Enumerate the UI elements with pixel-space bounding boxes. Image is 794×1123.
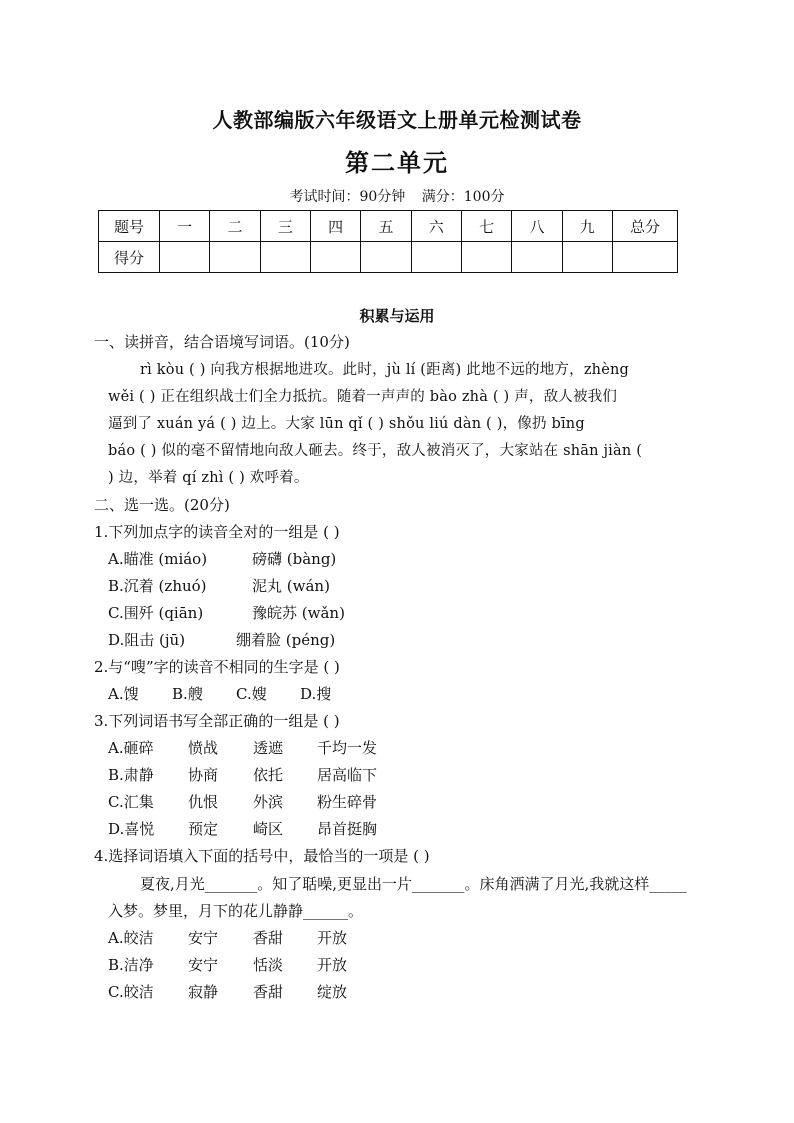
score-input-cell[interactable]: [260, 242, 310, 273]
option-text: D.搜: [300, 685, 332, 703]
option-text: D.喜悦: [108, 820, 155, 838]
option-row: [108, 737, 377, 758]
question-2-3-stem: 3.下列词语书写全部正确的一组是 ( ): [94, 712, 340, 730]
score-input-cell[interactable]: [512, 242, 562, 273]
option-text: 崎区: [253, 820, 284, 838]
score-cell: 七: [461, 211, 511, 242]
option-text: B.洁净: [108, 956, 154, 974]
option-text: A.砸碎: [108, 739, 154, 757]
question-2-heading: 二、选一选。(20分): [94, 496, 230, 514]
score-cell: 五: [361, 211, 411, 242]
score-cell: 二: [210, 211, 260, 242]
option-text: 恬淡: [253, 956, 284, 974]
option-text: B.艘: [172, 685, 203, 703]
option-text: B.肃静: [108, 766, 154, 784]
score-cell: 三: [260, 211, 310, 242]
option-text: 外滨: [253, 793, 284, 811]
option-text: 开放: [317, 956, 348, 974]
option-row: [108, 548, 336, 569]
option-text: 预定: [188, 820, 219, 838]
option-row: [108, 954, 347, 975]
question-2-4-stem: 4.选择词语填入下面的括号中，最恰当的一项是 ( ): [94, 847, 430, 865]
option-text: 豫皖苏 (wǎn): [252, 604, 345, 622]
option-text: 愤战: [188, 739, 219, 757]
score-cell: 题号: [99, 211, 160, 242]
score-cell: 六: [411, 211, 461, 242]
option-row: [108, 981, 347, 1002]
score-table-score-row: [99, 242, 678, 273]
option-text: 寂静: [188, 983, 219, 1001]
option-text: 昂首挺胸: [317, 820, 378, 838]
option-text: C.皎洁: [108, 983, 154, 1001]
exam-time: 考试时间：90分钟: [289, 189, 406, 205]
option-text: A.皎洁: [108, 929, 154, 947]
option-row: [108, 575, 330, 596]
option-text: C.汇集: [108, 793, 154, 811]
option-row: [108, 764, 377, 785]
question-2-4-passage: 夏夜,月光_______。知了聒噪,更显出一片_______。床角洒满了月光,我就这样_____: [140, 875, 687, 893]
option-row: [108, 602, 345, 623]
question-1-line: wěi ( ) 正在组织战士们全力抵抗。随着一声声的 bào zhà ( ) 声，敌人被我们: [108, 389, 618, 405]
score-cell: 四: [310, 211, 360, 242]
option-text: A.瞄准 (miáo): [108, 550, 208, 568]
question-1-line: báo ( ) 似的毫不留情地向敌人砸去。终于，敌人被消灭了，大家站在 shān jiàn (: [108, 443, 643, 459]
score-cell: 总分: [613, 211, 678, 242]
option-text: 仇恨: [188, 793, 219, 811]
option-text: 居高临下: [317, 766, 378, 784]
option-text: 依托: [253, 766, 284, 784]
question-1-line: ) 边，举着 qí zhì ( ) 欢呼着。: [108, 470, 309, 486]
score-input-cell[interactable]: [461, 242, 511, 273]
option-text: 安宁: [188, 929, 219, 947]
document-subtitle: 第二单元: [345, 149, 449, 177]
score-input-cell[interactable]: [361, 242, 411, 273]
option-row: [108, 629, 335, 650]
option-text: 绽放: [317, 983, 348, 1001]
score-input-cell[interactable]: [210, 242, 260, 273]
option-text: 透遮: [253, 739, 284, 757]
option-text: 磅礴 (bàng): [252, 550, 337, 568]
option-text: A.馊: [108, 685, 139, 703]
option-text: B.沉着 (zhuó): [108, 577, 207, 595]
option-text: 开放: [317, 929, 348, 947]
option-row: [108, 791, 377, 812]
section-heading: 积累与运用: [359, 307, 435, 325]
option-text: 协商: [188, 766, 219, 784]
option-text: 香甜: [253, 983, 284, 1001]
question-1-heading: 一、读拼音，结合语境写词语。(10分): [94, 333, 350, 351]
option-text: C.围歼 (qiān): [108, 604, 204, 622]
question-2-1-stem: 1.下列加点字的读音全对的一组是 ( ): [94, 523, 340, 541]
option-text: 千均一发: [317, 739, 378, 757]
question-1-line: rì kòu ( ) 向我方根据地进攻。此时，jù lí (距离) 此地不远的地方，zhèng: [140, 362, 630, 378]
question-1-line: 逼到了 xuán yá ( ) 边上。大家 lūn qǐ ( ) shǒu liú dàn ( )，像扔 bīng: [108, 416, 585, 432]
option-text: 粉生碎骨: [317, 793, 378, 811]
score-row-label: 得分: [99, 242, 160, 273]
option-text: 安宁: [188, 956, 219, 974]
score-input-cell[interactable]: [160, 242, 210, 273]
score-cell: 一: [160, 211, 210, 242]
score-input-cell[interactable]: [310, 242, 360, 273]
question-2-4-passage: 入梦。梦里，月下的花儿静静______。: [108, 902, 364, 920]
question-2-2-stem: 2.与“嗖”字的读音不相同的生字是 ( ): [94, 658, 340, 676]
score-cell: 九: [562, 211, 612, 242]
option-row: [108, 927, 347, 948]
option-text: 香甜: [253, 929, 284, 947]
score-cell: 八: [512, 211, 562, 242]
option-text: C.嫂: [236, 685, 267, 703]
score-input-cell[interactable]: [411, 242, 461, 273]
score-table: [98, 210, 678, 273]
exam-full-score: 满分：100分: [421, 189, 505, 205]
score-table-header-row: [99, 211, 678, 242]
document-title: 人教部编版六年级语文上册单元检测试卷: [212, 108, 582, 132]
exam-info: [0, 186, 794, 206]
option-text: 绷着脸 (péng): [236, 631, 336, 649]
option-row: [108, 683, 331, 704]
option-row: [108, 818, 377, 839]
option-text: D.阻击 (jū): [108, 631, 186, 649]
score-input-cell[interactable]: [613, 242, 678, 273]
option-text: 泥丸 (wán): [252, 577, 330, 595]
score-input-cell[interactable]: [562, 242, 612, 273]
